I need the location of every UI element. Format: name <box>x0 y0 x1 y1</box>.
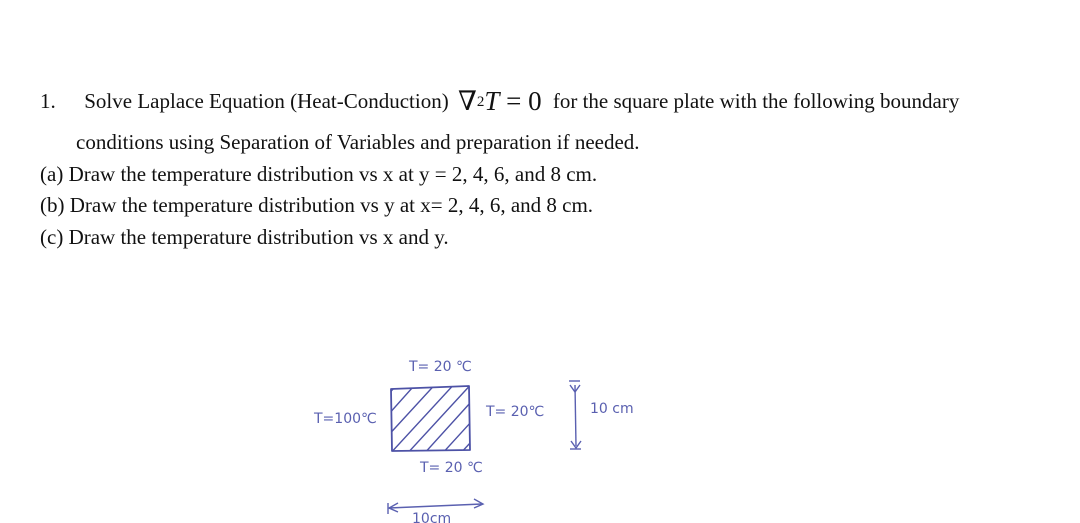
left-boundary-label: T=100℃ <box>314 411 377 427</box>
part-a-label: (a) <box>40 162 64 186</box>
part-c-text: Draw the temperature distribution vs x and y. <box>68 225 449 249</box>
problem-intro-text: Solve Laplace Equation (Heat-Conduction) <box>84 89 449 113</box>
right-boundary-label: T= 20℃ <box>486 404 545 420</box>
height-label: 10 cm <box>590 401 634 417</box>
equation-rhs: = 0 <box>499 86 542 116</box>
part-b-text: Draw the temperature distribution vs y at x= 2, 4, 6, and 8 cm. <box>69 193 594 217</box>
problem-number: 1. <box>40 89 56 113</box>
width-label: 10cm <box>412 511 452 523</box>
problem-line-2: conditions using Separation of Variables and preparation if needed. <box>76 130 640 154</box>
bottom-boundary-label: T= 20 ℃ <box>420 460 483 476</box>
part-c-label: (c) <box>40 225 64 249</box>
part-a-text: Draw the temperature distribution vs x at y = 2, 4, 6, and 8 cm. <box>68 162 598 186</box>
equation-exponent: 2 <box>476 94 485 110</box>
nabla-symbol: ∇ <box>457 86 477 116</box>
equation-variable: T <box>484 86 500 116</box>
height-dimension <box>569 381 581 449</box>
top-boundary-label: T= 20 ℃ <box>409 359 472 375</box>
plate-hatching <box>371 378 484 456</box>
part-b-label: (b) <box>40 193 65 217</box>
problem-intro-continued: for the square plate with the following boundary <box>552 89 960 113</box>
